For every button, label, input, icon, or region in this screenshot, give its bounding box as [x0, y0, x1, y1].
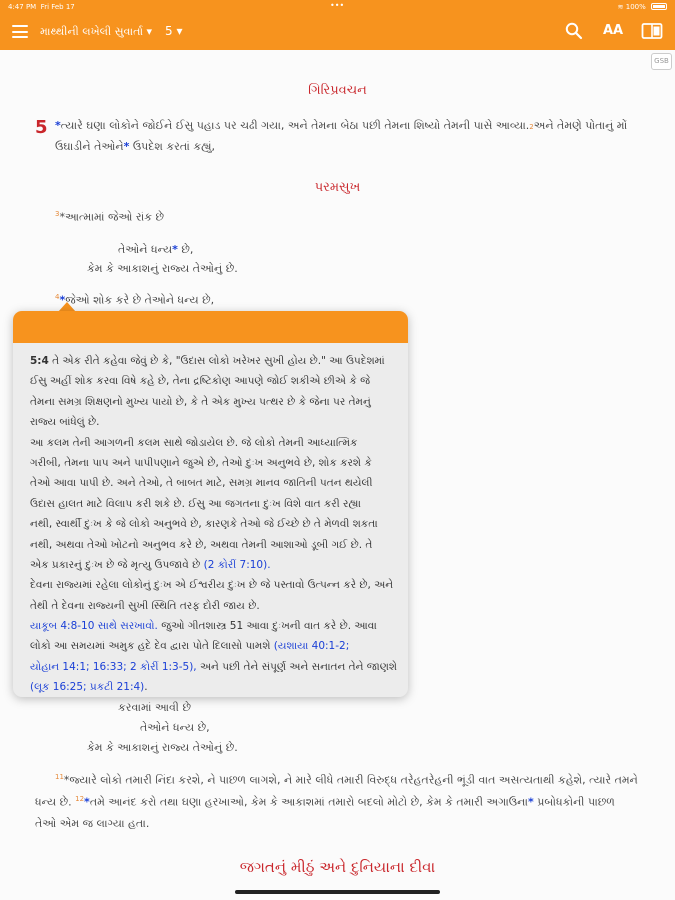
battery-icon — [651, 3, 667, 10]
footnote-text — [30, 351, 400, 697]
footnote-line: તેઓ આવા પાપી છે. અને તેઓ, તે બાબત માટે, સમગ્ર માનવ જાતિની પતન થયેલી — [30, 477, 373, 490]
status-bar — [0, 0, 675, 14]
battery-percent: 100% — [625, 3, 646, 11]
verse-3-line-2: તેઓને ધન્ય* છે, — [118, 243, 194, 256]
footnote-popover[interactable] — [13, 311, 408, 697]
footnote-marker-active[interactable]: * — [59, 293, 66, 307]
resources-icon[interactable] — [641, 22, 663, 42]
section-heading: પરમસુખ — [314, 180, 361, 195]
verse-12-line-3: તેઓ એમ જ લાગ્યા હતા. — [35, 817, 150, 830]
verse-line: કરવામાં આવી છે — [118, 701, 191, 714]
footnote-line: તેમના સમગ્ર શિક્ષણનો મુખ્ય પાયો છે, કે તે એક મુખ્ય પત્થર છે કે જેના પર તેમનું — [30, 395, 371, 408]
verse-number: 11 — [55, 773, 64, 781]
footnote-line: ઈસુ અહીં શોક કરવા વિષે કહે છે, તેના દ્રષ્ટિકોણ આપણે જોઈ શકીએ છીએ કે જે — [30, 375, 371, 388]
multitasking-dots[interactable]: ••• — [330, 1, 345, 10]
chapter-number: 5 — [35, 117, 48, 138]
verse-3-line-1: $^3$*આત્મામાં જેઓ રાંક છે — [55, 210, 165, 224]
footnote-marker[interactable]: * — [172, 243, 178, 256]
footnote-marker[interactable]: * — [55, 119, 61, 132]
menu-icon[interactable] — [12, 25, 28, 38]
footnote-line: ઉદાસ હાલત માટે વિલાપ કરી શકે છે. ઈસુ આ જગતના દુઃખ વિશે વાત કરી રહ્યા — [30, 497, 361, 510]
verse-1-line-2: ઉઘાડીને તેઓને* ઉપદેશ કરતાં કહ્યું, — [55, 140, 215, 153]
footnote-line: ગરીબી, તેમના પાપ અને પાપીપણાને જુએ છે, તેઓ દુઃખ અનુભવે છે, શોક કરશે કે — [30, 456, 372, 469]
footnote-marker[interactable]: * — [123, 140, 130, 153]
footnote-line: દેવના રાજ્યમાં રહેલા લોકોનું દુઃખ એ ઈશ્વરીય દુઃખ છે જે પસ્તાવો ઉત્પન્ન કરે છે, અને — [30, 579, 394, 592]
footnote-marker[interactable]: * — [84, 795, 90, 809]
verse-number: 3 — [55, 210, 60, 218]
search-icon[interactable] — [565, 22, 587, 42]
chapter-selector[interactable]: 5 ▾ — [165, 24, 183, 38]
footnote-line: (લૂક 16:25; પ્રકટી 21:4). — [30, 681, 148, 694]
verse-4-line-1: $^4$*જેઓ શોક કરે છે તેઓને ધન્ય છે, — [55, 293, 215, 307]
verse-number: 4 — [55, 293, 60, 301]
study-bible-badge[interactable]: GSB — [651, 53, 672, 70]
verse-1-line-1: *ત્યારે ઘણા લોકોને જોઈને ઈસુ પહાડ પર ચઢી ગયા, અને તેમના બેઠા પછી તેમના શિષ્યો તેમની પાસે આવ્યા.2અને તેમણે પોતાનું મોં — [55, 119, 628, 132]
cross-reference-link[interactable]: (લૂક 16:25; પ્રકટી 21:4) — [30, 681, 145, 694]
footnote-line: તેથી તે દેવના રાજ્યની સુખી સ્થિતિ તરફ દોરી જાય છે. — [30, 599, 260, 612]
verse-number: 2 — [529, 123, 534, 131]
footnote-line: આ કલમ તેની આગળની કલમ સાથે જોડાયેલ છે. જે લોકો તેમની આધ્યાત્મિક — [30, 436, 358, 449]
status-right — [618, 3, 667, 11]
book-selector[interactable]: માથ્થીની લખેલી સુવાર્તા ▾ — [40, 25, 153, 38]
section-heading: જગતનું મીઠું અને દુનિયાના દીવા — [239, 858, 436, 876]
top-toolbar — [0, 14, 675, 50]
verse-number: 12 — [75, 795, 85, 803]
cross-reference-link[interactable]: યાકૂબ 4:8-10 સાથે સરખાવો. — [30, 620, 158, 633]
footnote-line: યાકૂબ 4:8-10 સાથે સરખાવો. જુઓ ગીતશાસ્ત્ર 51 આવા દુઃખની વાત કરે છે. આવા — [30, 620, 377, 633]
verse-3-line-3: કેમ કે આકાશનું રાજ્ય તેઓનું છે. — [87, 262, 238, 275]
cross-reference-link[interactable]: (2 કોરીં 7:10). — [203, 558, 271, 571]
verse-12-line: ધન્ય છે. $^{12}$*તમે આનંદ કરો તથા ઘણા હરખાઓ, કેમ કે આકાશમાં તમારો બદલો મોટો છે, કેમ કે તમારી અગાઉના* પ્રબોધકોની પાછળ — [35, 795, 615, 809]
footnote-line: લોકો આ સમયમાં અમુક હદે દેવ દ્વારા પોતે દિલાસો પામશે (યશાયા 40:1-2; — [30, 640, 350, 653]
popover-header — [13, 311, 408, 343]
footnote-marker[interactable]: * — [528, 795, 534, 809]
cross-reference-link[interactable]: યોહાન 14:1; 16:33; 2 કોરીં 1:3-5), — [30, 660, 197, 673]
wifi-icon: ≋ — [617, 3, 624, 11]
verse-line: કેમ કે આકાશનું રાજ્ય તેઓનું છે. — [87, 741, 238, 754]
footnote-line: યોહાન 14:1; 16:33; 2 કોરીં 1:3-5), અને પછી તેને સંપૂર્ણ અને સનાતન તેને જાણશે — [30, 660, 398, 673]
verse-line: તેઓને ધન્ય છે, — [140, 721, 210, 734]
footnote-line: 5:4 તે એક રીતે કહેવા જેવું છે કે, "ઉદાસ લોકો ખરેખર સુખી હોય છે." આ ઉપદેશમાં — [30, 355, 385, 367]
footnote-line: એક પ્રકારનું દુઃખ છે જે મૃત્યુ ઉપજાવે છે (2 કોરીં 7:10). — [30, 558, 271, 571]
section-heading: ગિરિપ્રવચન — [308, 83, 367, 98]
cross-reference-link[interactable]: (યશાયા 40:1-2; — [270, 640, 350, 653]
footnote-line: રાજ્ય બાંધેલું છે. — [30, 416, 100, 429]
footnote-line: નથી, અથવા તેઓ ખોટનો અનુભવ કરે છે, અથવા તેમની આશાઓ ડૂબી ગઈ છે. તે — [30, 538, 373, 551]
text-size-icon[interactable]: AA — [603, 23, 624, 38]
status-time: 4:47 PM Fri Feb 17 — [8, 3, 75, 11]
footnote-reference: 5:4 — [30, 355, 49, 367]
footnote-line: નથી, સ્વાર્થી દુઃખ કે જે લોકો અનુભવે છે, કારણકે તેઓ જે ઈચ્છે છે તે મેળવી શકતા — [30, 518, 378, 531]
home-indicator[interactable] — [235, 890, 440, 894]
verse-11-line-1: $^{11}$*જ્યારે લોકો તમારી નિંદા કરશે, ને પાછળ લાગશે, ને મારે લીધે તમારી વિરુદ્ધ તરેહતરેહની ભૂંડી વાત અસત્યતાથી કહેશે, ત્યારે તમને — [55, 773, 638, 787]
